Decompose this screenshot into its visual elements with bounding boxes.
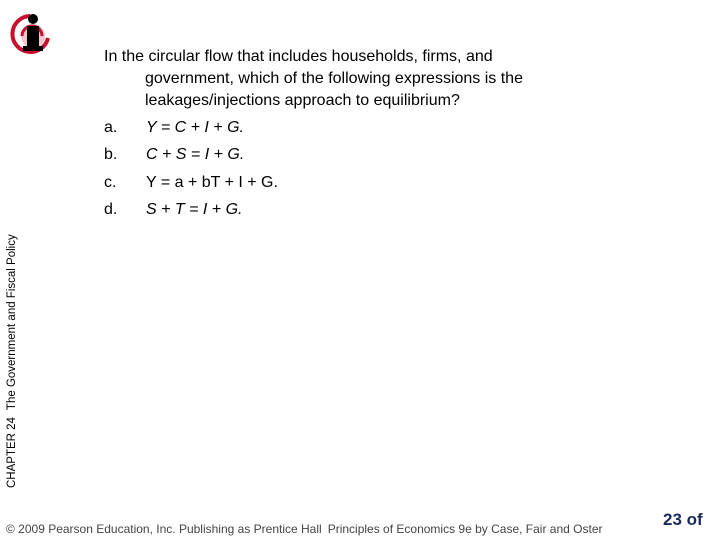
option-letter: c.: [104, 173, 117, 191]
book-credit: Principles of Economics 9e by Case, Fair and Oster: [327, 522, 603, 536]
option-letter: b.: [104, 146, 118, 164]
option-text: Y = C + I + G.: [146, 119, 244, 136]
copyright-text: © 2009 Pearson Education, Inc. Publishing as Prentice Hall: [6, 522, 322, 536]
option-b[interactable]: [104, 141, 278, 168]
option-a[interactable]: [104, 114, 278, 141]
option-text: C + S = I + G.: [146, 146, 245, 164]
answer-options: [104, 114, 278, 223]
question-line: leakages/injections approach to equilibrium?: [145, 92, 460, 109]
option-text: Y = a + bT + I + G.: [146, 173, 278, 191]
option-text: S + T = I + G.: [146, 200, 243, 218]
option-letter: d.: [104, 200, 118, 218]
footer: [6, 522, 602, 536]
option-c[interactable]: [104, 169, 278, 196]
chapter-sidebar: [6, 234, 18, 488]
chapter-title: The Government and Fiscal Policy: [6, 234, 18, 411]
option-letter: a.: [104, 119, 118, 136]
chapter-label: CHAPTER 24: [6, 417, 18, 488]
info-icon: [8, 10, 64, 58]
option-d[interactable]: [104, 196, 278, 223]
question-line: In the circular flow that includes households, firms, and: [104, 48, 493, 65]
page-number: 23 of: [663, 510, 703, 529]
question-line: government, which of the following expressions is the: [145, 70, 523, 87]
question-stem: [104, 46, 604, 112]
